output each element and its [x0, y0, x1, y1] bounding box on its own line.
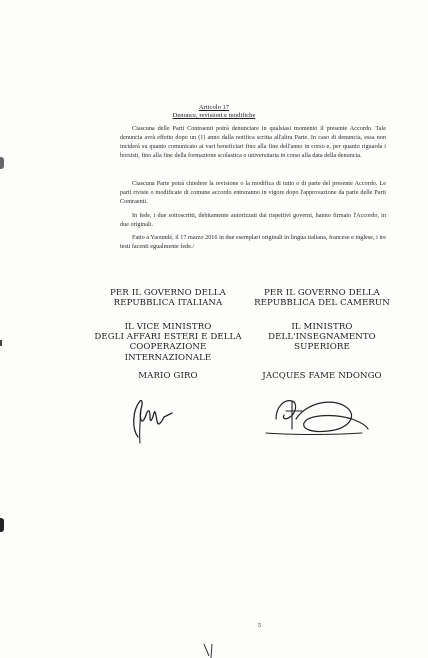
heading-line: PER IL GOVERNO DELLA	[264, 288, 380, 298]
punch-hole-mark	[0, 157, 4, 169]
scan-mark	[0, 340, 2, 346]
heading-line: REPUBBLICA ITALIANA	[113, 298, 223, 309]
role-line: DELL'INSEGNAMENTO	[268, 332, 376, 343]
left-handwritten-signature	[128, 393, 178, 447]
paragraph-2	[120, 180, 386, 207]
article-title: Articolo 17	[198, 104, 230, 111]
role-line: IL VICE MINISTRO	[124, 322, 212, 332]
right-signatory-name: JACQUES FAME NDONGO	[262, 371, 382, 381]
role-line: SUPERIORE	[294, 342, 350, 353]
paragraph-3	[120, 212, 386, 230]
punch-hole-mark	[0, 518, 4, 532]
heading-line: REPUBBLICA DEL CAMERUN	[254, 298, 390, 309]
left-signatory-name: MARIO GIRO	[138, 371, 198, 381]
role-line: COOPERAZIONE	[129, 342, 207, 353]
paragraph-text: In fede, i due sottoscritti, debitamente autorizzati dai rispettivi governi, hanno firmato l'Accordo, in due originali.	[120, 212, 386, 228]
paragraph-text: Fatto a Yaoundé, il 17 marzo 2016 in due esemplari originali in lingua italiana, francese e inglese, i tre testi facenti egualmente fede./	[120, 234, 386, 250]
right-handwritten-signature	[262, 389, 372, 443]
role-line: INTERNAZIONALE	[124, 352, 212, 363]
paragraph-text: Ciascuna Parte potrà chiedere la revisione o la modifica di tutto o di parte del presente Accordo. Le parti riviste o modificate di comune accordo entreranno in vigore dopo l'approvazione da parte delle Parti Contraenti.	[120, 180, 386, 205]
paragraph-1	[120, 125, 386, 161]
page-number: 5	[258, 622, 262, 629]
heading-line: PER IL GOVERNO DELLA	[110, 288, 226, 298]
left-role	[78, 322, 258, 363]
right-government-heading	[232, 288, 412, 308]
binding-mark	[200, 644, 222, 658]
paragraph-4	[120, 234, 386, 252]
article-subtitle: Denunce, revisioni e modifiche	[172, 112, 256, 119]
role-line: DEGLI AFFARI ESTERI E DELLA	[94, 332, 242, 343]
left-government-heading	[78, 288, 258, 308]
paragraph-text: Ciascuna delle Parti Contraenti potrà denunciare in qualsiasi momento il presente Accordo. Tale denuncia avrà effetto dopo un (1) anno dalla notifica scritta all'altra Parte. In caso di denuncia, essa non inciderà su quanto comunicato ai vari beneficiari fino alla fine dell'anno in corso e, per quanto riguarda i borsisti, fino alla fine della formazione scolastica o universitaria in corso alla data della denuncia.	[120, 125, 386, 159]
role-line: IL MINISTRO	[291, 322, 353, 332]
right-role	[232, 322, 412, 353]
